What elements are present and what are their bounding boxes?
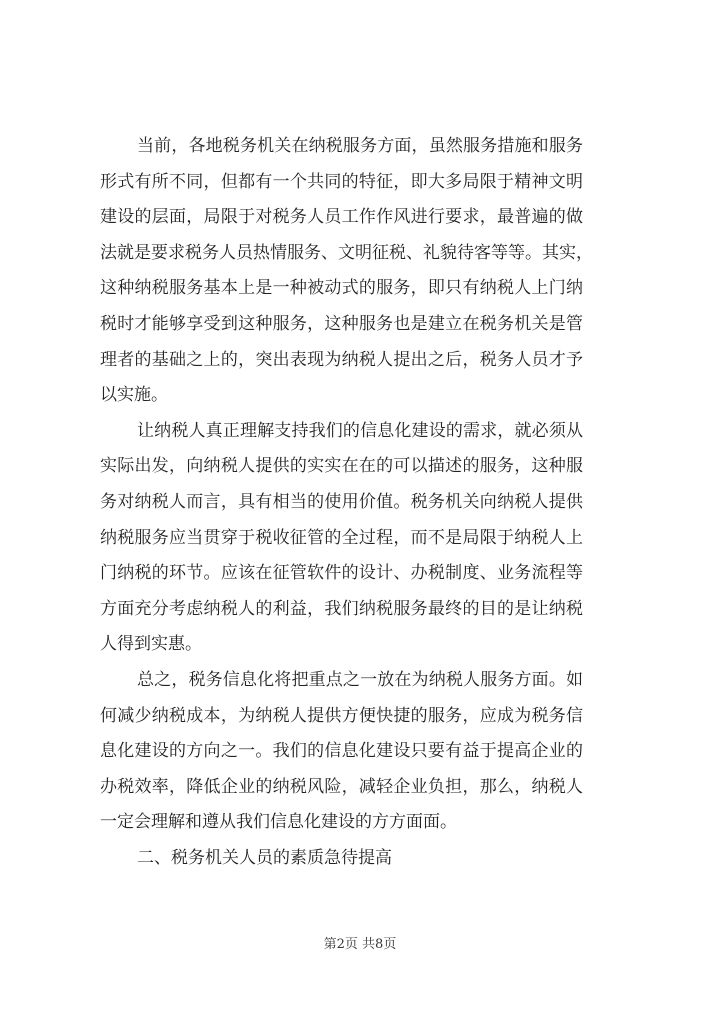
text-line: 建设的层面，局限于对税务人员工作作风进行要求，最普遍的做 xyxy=(100,207,583,228)
text-line: 办税效率，降低企业的纳税风险，减轻企业负担，那么，纳税人 xyxy=(100,776,583,797)
text-line: 一定会理解和遵从我们信息化建设的方方面面。 xyxy=(100,812,457,833)
text-line: 息化建设的方向之一。我们的信息化建设只要有益于提高企业的 xyxy=(100,741,583,762)
text-line: 方面充分考虑纳税人的利益，我们纳税服务最终的目的是让纳税 xyxy=(100,598,583,619)
text-line: 人得到实惠。 xyxy=(100,634,202,655)
text-line: 法就是要求税务人员热情服务、文明征税、礼貌待客等等。其实， xyxy=(100,242,593,263)
text-line: 二、税务机关人员的素质急待提高 xyxy=(137,847,392,868)
text-line: 形式有所不同，但都有一个共同的特征，即大多局限于精神文明 xyxy=(100,171,583,192)
document-body xyxy=(100,129,593,876)
section-heading xyxy=(100,841,583,877)
text-line: 纳税服务应当贯穿于税收征管的全过程，而不是局限于纳税人上 xyxy=(100,527,583,548)
text-line: 总之，税务信息化将把重点之一放在为纳税人服务方面。如 xyxy=(137,669,583,690)
text-line: 实际出发，向纳税人提供的实实在在的可以描述的服务，这种服 xyxy=(100,456,583,477)
text-line: 何减少纳税成本，为纳税人提供方便快捷的服务，应成为税务信 xyxy=(100,705,583,726)
text-line: 理者的基础之上的，突出表现为纳税人提出之后，税务人员才予 xyxy=(100,349,583,370)
paragraph xyxy=(100,414,583,663)
text-line: 以实施。 xyxy=(100,385,168,406)
paragraph xyxy=(100,663,583,841)
page-footer: 第2页 共8页 xyxy=(323,937,397,952)
text-line: 当前，各地税务机关在纳税服务方面，虽然服务措施和服务 xyxy=(137,136,583,156)
text-line: 门纳税的环节。应该在征管软件的设计、办税制度、业务流程等 xyxy=(100,563,583,584)
text-line: 务对纳税人而言，具有相当的使用价值。税务机关向纳税人提供 xyxy=(100,491,583,512)
paragraph xyxy=(100,129,593,414)
text-line: 税时才能够享受到这种服务，这种服务也是建立在税务机关是管 xyxy=(100,313,583,334)
text-line: 这种纳税服务基本上是一种被动式的服务，即只有纳税人上门纳 xyxy=(100,278,583,299)
text-line: 让纳税人真正理解支持我们的信息化建设的需求，就必须从 xyxy=(137,420,583,441)
